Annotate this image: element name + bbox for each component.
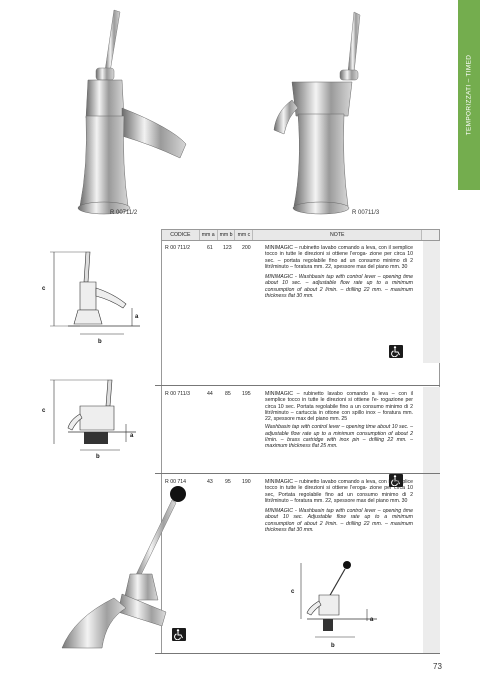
row-code: R 00 714 [165,479,187,485]
row-note [265,479,413,537]
dim-label-c: c [42,408,46,414]
dim-label-c: c [42,286,46,292]
dimension-diagram [40,376,150,462]
table-header [162,230,439,241]
dim-label-c: c [291,589,295,595]
header-c: mm c [235,230,253,240]
row-note [265,391,413,454]
header-a: mm a [200,230,218,240]
row-b: 95 [225,479,231,485]
section-divider [155,473,440,474]
row-a: 61 [207,245,213,251]
dim-label-b: b [331,643,335,649]
category-tab [458,0,480,190]
section-divider [155,653,440,654]
row-b: 85 [225,391,231,397]
tap-photo-lever [52,478,200,650]
row-c: 200 [242,245,251,251]
dimension-diagram [285,557,385,649]
wheelchair-icon [172,628,186,641]
wheelchair-icon [389,345,403,358]
page-number: 73 [433,662,442,671]
header-extra [422,230,439,240]
row-code: R 00 711/2 [165,245,190,251]
section-divider [155,385,440,386]
dim-label-a: a [370,617,374,623]
header-note: NOTE [253,230,422,240]
note-italian: MINIMAGIC – rubinetto lavabo comando a leva, con il semplice tocco in tutte le direzioni si ottiene l'eroga- zione per circa 10 sec, Portata regolabile fino ad un consumo minimo di 2 litri/minuto – foratura mm. 22, spessore max del piano mm. 30 [265,479,413,504]
note-english: MINIMAGIC - Washbasin tap with control lever – opening time about 10 sec. Adjustable flow rate up to a minimum consumption of about 2 l/min. – drilling 22 mm. – maximum thickness flat 30 mm. [265,508,413,534]
row-c: 195 [242,391,251,397]
tap-photo-left [36,8,196,223]
header-b: mm b [218,230,236,240]
dim-label-a: a [135,314,139,320]
row-c: 190 [242,479,251,485]
photo-caption-left: R 00711/2 [110,210,138,216]
note-italian: MINIMAGIC – rubinetto lavabo comando a leva – con il semplice tocco in tutte le direzioni si ottiene l'e- rogazione per circa 10 sec. Portata regolabile fino a un consumo minimo di 2 litri/minuto – cartuccia in ottone con spillo inox – foratura mm. 22, spessore max del piano mm. 25 [265,391,413,423]
dim-label-a: a [130,433,134,439]
row-b: 123 [223,245,232,251]
dim-label-b: b [98,339,102,345]
note-english: MINIMAGIC - Washbasin tap with control lever – opening time about 10 sec. – adjustable flow rate up to a minimum consumption of about 2 l/min. – drilling 22 mm. – maximum thickness flat 30 mm. [265,274,413,300]
dim-label-b: b [96,454,100,460]
row-code: R 00 711/3 [165,391,190,397]
row-a: 43 [207,479,213,485]
header-code: CODICE [162,230,200,240]
note-english: Washbasin tap with control lever – opening time about 10 sec. – adjustable flow rate up to a minimum consumption of about 2 l/min. – brass cartridge with inox pin – drilling 22 mm. – maximum thickness flat 25 mm. [265,424,413,450]
category-tab-label: TEMPORIZZATI – TIMED [465,54,473,136]
photo-caption-right: R 00711/3 [352,210,380,216]
table-row [162,241,441,363]
tap-photo-right [266,10,386,225]
row-note [265,245,413,303]
dimension-diagram [40,248,150,346]
row-a: 44 [207,391,213,397]
note-italian: MINIMAGIC – rubinetto lavabo comando a leva, con il semplice tocco in tutte le direzioni si ottiene l'eroga- zione per circa 10 sec. – portata regolabile fino ad un consumo minimo di 2 litri/minuto – foratura mm. 22, spessore max del piano mm. 30 [265,245,413,270]
